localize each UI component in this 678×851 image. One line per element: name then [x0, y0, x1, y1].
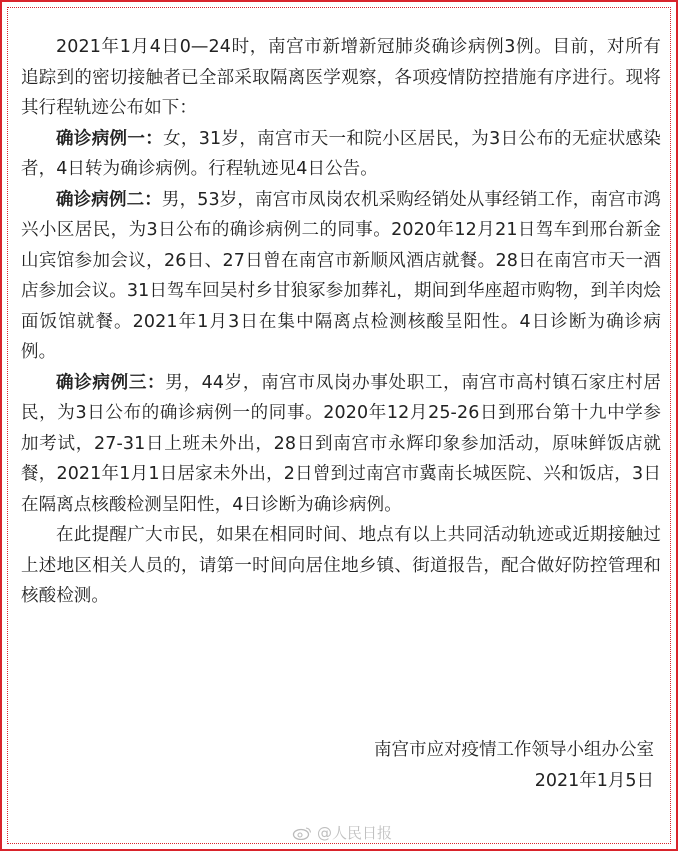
case-two-text: 男，53岁，南宫市凤岗农机采购经销处从事经销工作，南宫市鸿兴小区居民，为3日公布的确诊病例二的同事。2020年12月21日驾车到邢台新金山宾馆参加会议，26日、27日曾在南宫市新顺风酒店就餐。28日在南宫市天一酒店参加会议。31日驾车回吴村乡甘狼冢参加葬礼，期间到华座超市购物，到羊肉烩面饭馆就餐。2021年1月3日在集中隔离点检测核酸呈阳性。4日诊断为确诊病例。	[21, 189, 661, 362]
case-one-text: 女，31岁，南宫市天一和院小区居民，为3日公布的无症状感染者，4日转为确诊病例。行程轨迹见4日公告。	[21, 128, 661, 179]
issuing-office: 南宫市应对疫情工作领导小组办公室	[374, 740, 654, 760]
intro-paragraph: 2021年1月4日0—24时，南宫市新增新冠肺炎确诊病例3例。目前，对所有追踪到的密切接触者已全部采取隔离医学观察，各项疫情防控措施有序进行。现将其行程轨迹公布如下：	[21, 37, 661, 118]
signature-block	[374, 735, 654, 796]
case-two-label: 确诊病例二：	[56, 189, 162, 210]
case-one-label: 确诊病例一：	[56, 128, 164, 149]
case-three-text: 男，44岁，南宫市凤岗办事处职工，南宫市高村镇石家庄村居民，为3日公布的确诊病例一的同事。2020年12月25-26日到邢台第十九中学参加考试，27-31日上班未外出，28日到南宫市永辉印象参加活动，原味鲜饭店就餐，2021年1月1日居家未外出，2日曾到过南宫市冀南长城医院、兴和饭店，3日在隔离点核酸检测呈阳性，4日诊断为确诊病例。	[21, 372, 661, 515]
watermark-text: @人民日报	[317, 824, 393, 842]
case-two-paragraph	[21, 185, 661, 368]
notice-body	[21, 32, 661, 612]
issue-date: 2021年1月5日	[534, 770, 654, 791]
case-three-label: 确诊病例三：	[56, 372, 166, 393]
weibo-icon	[292, 826, 312, 840]
case-one-paragraph	[21, 124, 661, 185]
case-three-paragraph	[21, 368, 661, 521]
weibo-watermark	[292, 822, 392, 843]
reminder-paragraph: 在此提醒广大市民，如果在相同时间、地点有以上共同活动轨迹或近期接触过上述地区相关人员的，请第一时间向居住地乡镇、街道报告，配合做好防控管理和核酸检测。	[21, 525, 661, 606]
